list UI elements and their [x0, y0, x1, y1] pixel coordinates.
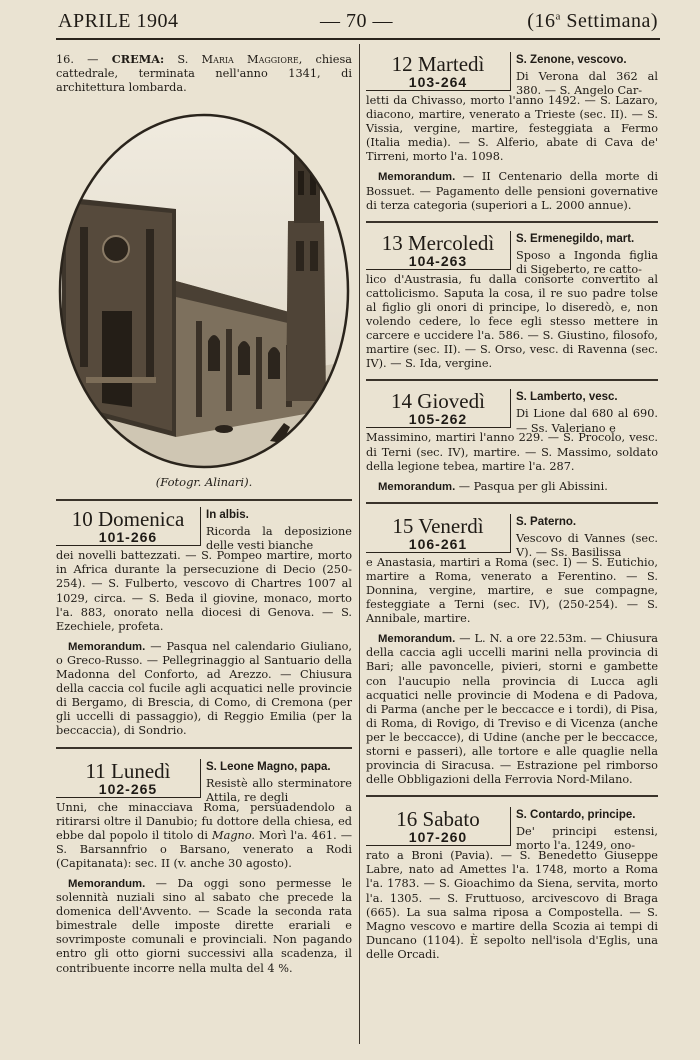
- day-header-box: [366, 807, 511, 846]
- page-header: [58, 10, 658, 36]
- day-number: 106-261: [408, 535, 468, 552]
- cathedral-photo: [56, 111, 352, 471]
- day-header-box: [366, 389, 511, 428]
- section-rule: [56, 747, 352, 749]
- day-body: rato a Broni (Pavia). — S. Benedetto Giuseppe Labre, nato ad Amettes l'a. 1748, morto a Roma l'a. 1783. — S. Gioachimo da Siena, servita, morto l'a. 1305. — S. Fruttuoso, arcivescovo di Braga (665). La sua salma riposa a Compostella. — S. Magno vescovo e martire della Scozia ai tempi di Duncano (1104). È sepolto nell'isola d'Eglis, una delle Orcadi.: [366, 849, 658, 961]
- day-memorandum: Memorandum. — Pasqua per gli Abissini.: [378, 479, 608, 493]
- day-title: 13 Mercoledì: [381, 230, 495, 255]
- day-body: e Anastasia, martiri a Roma (sec. I) — S. Eutichio, martire a Roma, venerato a Ferentino. — S. Donnina, vergine, martire, e sue compagne, festeggiate a Terni (sec. IV), (250-254). — S. Annibale, martire.: [366, 555, 658, 626]
- day-intro: Vescovo di Vannes (sec. V). — Ss. Basilissa: [516, 531, 658, 559]
- cathedral-illustration: [56, 111, 352, 471]
- day-number: 102-265: [98, 780, 158, 797]
- day-number: 105-262: [408, 411, 468, 428]
- day-entry: [56, 507, 352, 738]
- day-title: 16 Sabato: [396, 807, 480, 832]
- day-body: Massimino, martiri l'anno 229. — S. Procolo, vesc. di Terni (sec. IV), martire. — S. Massimo, soldato della legione tebea, martire l'a. 287.: [366, 431, 658, 473]
- section-rule: [366, 379, 658, 381]
- day-header-box: [56, 759, 201, 798]
- day-body: lico d'Austrasia, fu dalla consorte convertito al cattolicismo. Saputa la cosa, il re suo padre tolse al figlio gli onori di principe, lo diseredò, e, non volendo cedere, lo fece egli stesso mettere in carcere e uccidere l'a. 586. — S. Giustino, filosofo, martire (sec. II). — S. Orso, vesc. di Ravenna (sec. IV). — S. Ida, vergine.: [366, 272, 658, 371]
- day-header-box: [366, 514, 511, 553]
- column-divider: [359, 44, 360, 1044]
- section-rule: [366, 221, 658, 223]
- day-header-box: [366, 52, 511, 91]
- right-column: [366, 52, 658, 962]
- header-week: (16$^a$ Settimana): [527, 10, 658, 32]
- day-saint: S. Zenone, vescovo.: [516, 54, 627, 66]
- day-memorandum: Memorandum. — Da oggi sono permesse le solennità nuziali sino al sabato che precede la domenica dell'Avvento. — Scade la seconda rata bimestrale delle imposte dirette erariali e sovrimposte comunali e provinciali. Non pagando entro gli otto giorni successivi alla scadenza, il contribuente incorre nella multa del 4 %.: [56, 876, 352, 975]
- day-title: 10 Domenica: [71, 507, 185, 532]
- day-entry: [366, 52, 658, 213]
- day-number: 104-263: [408, 252, 468, 269]
- day-intro: Ricorda la deposizione delle vesti bianche: [206, 525, 352, 553]
- page-number: — 70 —: [320, 10, 393, 32]
- day-intro: De' principi estensi, morto l'a. 1249, ono-: [516, 825, 658, 853]
- day-header-box: [56, 507, 201, 546]
- day-title: 12 Martedì: [391, 52, 485, 76]
- section-rule: [366, 502, 658, 504]
- day-saint: S. Paterno.: [516, 515, 577, 528]
- day-memorandum: Memorandum. — L. N. a ore 22.53m. — Chiusura della caccia agli uccelli marini nella provincia di Bari; alle pavoncelle, pivieri, storni e gambette con l'aucupio nella provincia di Lucca agli acquatici nelle provincie di Modena e di Padova, di Parma (anche per le beccacce e i tordi), di Pisa, di Roma, di Rovigo, di Treviso e di Vicenza (anche per le beccacce), di Udine (anche per le beccacce, storni e passeri), alle tortore e alle quaglie nella provincia di Siracusa. — Estrazione pel rimborso delle Obbligazioni della Ferrovia Nord-Milano.: [366, 632, 658, 787]
- photo-caption: (Fotogr. Alinari).: [155, 475, 253, 490]
- day-memorandum: Memorandum. — Pasqua nel calendario Giuliano, o Greco-Russo. — Pellegrinaggio al Santuario della Madonna del Conforto, ad Arezzo. — Chiusura della caccia col fucile agli acquatici nelle provincie di Bergamo, di Brescia, di Como, di Cremona (per gli uccelli di passaggio), di Reggio Emilia (per la beccaccia), di Sondrio.: [56, 639, 352, 738]
- day-title: 11 Lunedì: [85, 758, 171, 783]
- header-month: APRILE 1904: [58, 10, 179, 32]
- day-entry: [366, 807, 658, 962]
- day-header-box: [366, 231, 511, 270]
- day-number: 103-264: [408, 74, 468, 90]
- day-saint: S. Leone Magno, papa.: [206, 760, 331, 773]
- day-entry: [366, 389, 658, 493]
- day-number: 107-260: [408, 829, 468, 846]
- day-body: dei novelli battezzati. — S. Pompeo martire, morto in Africa durante la persecuzione di Decio (250-254). — S. Fulberto, vescovo di Chartres 1007 al 1029, circa. — S. Beda il giovine, monaco, morto l'a. 883, onorato nella diocesi di Genova. — S. Ezechiele, profeta.: [56, 549, 352, 633]
- section-rule: [56, 499, 352, 501]
- day-title: 15 Venerdì: [392, 513, 484, 538]
- day-body: Unni, che minacciava Roma, persuadendolo a ritirarsi oltre il Danubio; fu dottore della chiesa, ed ebbe dal popolo il titolo di Magno. Morì l'a. 461. — S. Barsannfrio o Barsano, venerato a Rodi (Capitanata): sec. II (v. anche 30 agosto).: [56, 800, 352, 870]
- photo-description: 16. — CREMA: S. Maria Maggiore, chiesa cattedrale, terminata nell'anno 1341, di architettura lombarda.: [56, 52, 352, 95]
- section-rule: [366, 795, 658, 797]
- day-number: 101-266: [98, 529, 158, 546]
- day-saint: In albis.: [206, 509, 249, 522]
- header-rule: [56, 38, 660, 40]
- day-saint: S. Lamberto, vesc.: [516, 391, 618, 404]
- day-saint: S. Ermenegildo, mart.: [516, 232, 635, 245]
- day-saint: S. Contardo, principe.: [516, 809, 636, 822]
- day-entry: [56, 759, 352, 976]
- day-title: 14 Giovedì: [391, 389, 485, 414]
- day-entry: [366, 514, 658, 788]
- day-intro: Resistè allo sterminatore Attila, re degli: [206, 776, 352, 804]
- day-intro: Sposo a Ingonda figlia di Sigeberto, re catto-: [516, 248, 658, 276]
- day-body: letti da Chivasso, morto l'anno 1492. — S. Lazaro, diacono, martire, venerato a Trieste (sec. II). — S. Vissia, vergine, martire, festeggiata a Fermo (Italia media). — S. Alferio, abate di Cava de' Tirreni, morto l'a. 1098.: [366, 94, 658, 164]
- left-column: [56, 52, 352, 976]
- day-entry: [366, 231, 658, 372]
- day-intro: Di Lione dal 680 al 690. — Ss. Valeriano e: [516, 407, 658, 435]
- day-memorandum: Memorandum. — II Centenario della morte di Bossuet. — Pagamento delle pensioni governative di terza categoria (superiori a L. 2000 annue).: [366, 170, 658, 212]
- day-intro: Di Verona dal 362 al 380. — S. Angelo Car-: [516, 70, 658, 98]
